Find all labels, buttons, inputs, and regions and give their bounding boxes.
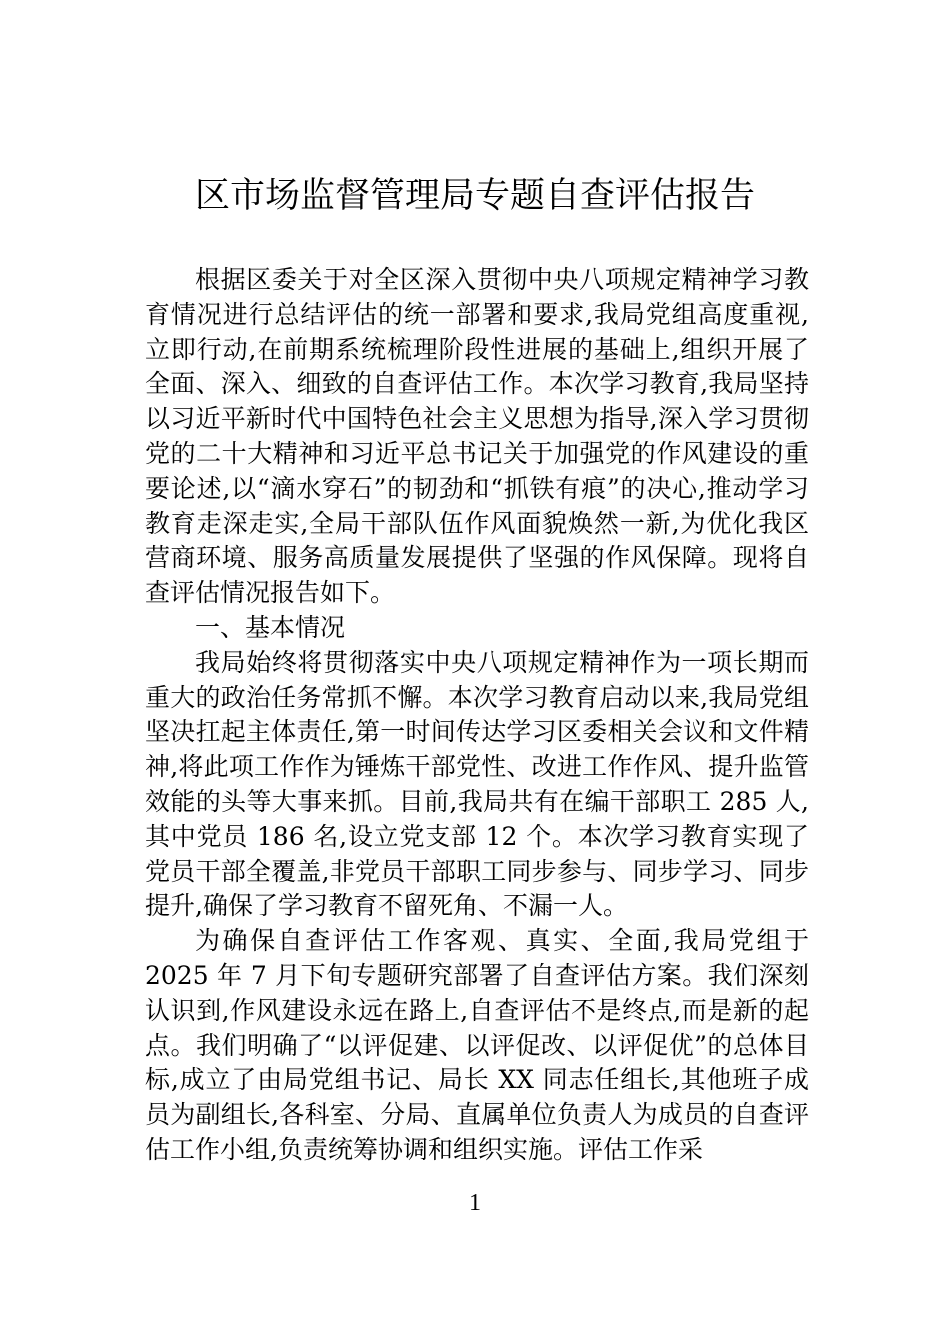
page-number: 1 [469, 1190, 481, 1216]
section-paragraph: 我局始终将贯彻落实中央八项规定精神作为一项长期而重大的政治任务常抓不懈。本次学习教育启动以来,我局党组坚决扛起主体责任,第一时间传达学习区委相关会议和文件精神,将此项工作作为锤炼干部党性、改进工作作风、提升监管效能的头等大事来抓。目前,我局共有在编干部职工 285 人,其中党员 186 名,设立党支部 12 个。本次学习教育实现了党员干部全覆盖,非党员干部职工同步参与、同步学习、同步提升,确保了学习教育不留死角、不漏一人。 [145, 647, 809, 921]
intro-paragraph: 根据区委关于对全区深入贯彻中央八项规定精神学习教育情况进行总结评估的统一部署和要求,我局党组高度重视,立即行动,在前期系统梳理阶段性进展的基础上,组织开展了全面、深入、细致的自查评估工作。本次学习教育,我局坚持以习近平新时代中国特色社会主义思想为指导,深入学习贯彻党的二十大精神和习近平总书记关于加强党的作风建设的重要论述,以“滴水穿石”的韧劲和“抓铁有痕”的决心,推动学习教育走深走实,全局干部队伍作风面貌焕然一新,为优化我区营商环境、服务高质量发展提供了坚强的作风保障。现将自查评估情况报告如下。 [145, 265, 809, 608]
section-heading-basic-situation: 一、基本情况 [195, 612, 346, 642]
section-paragraph: 为确保自查评估工作客观、真实、全面,我局党组于 2025 年 7 月下旬专题研究部署了自查评估方案。我们深刻认识到,作风建设永远在路上,自查评估不是终点,而是新的起点。我们明确了“以评促建、以评促改、以评促优”的总体目标,成立了由局党组书记、局长 XX 同志任组长,其他班子成员为副组长,各科室、分局、直属单位负责人为成员的自查评估工作小组,负责统筹协调和组织实施。评估工作采 [145, 926, 809, 1164]
document-title: 区市场监督管理局专题自查评估报告 [194, 176, 755, 216]
document-body [145, 263, 809, 1168]
